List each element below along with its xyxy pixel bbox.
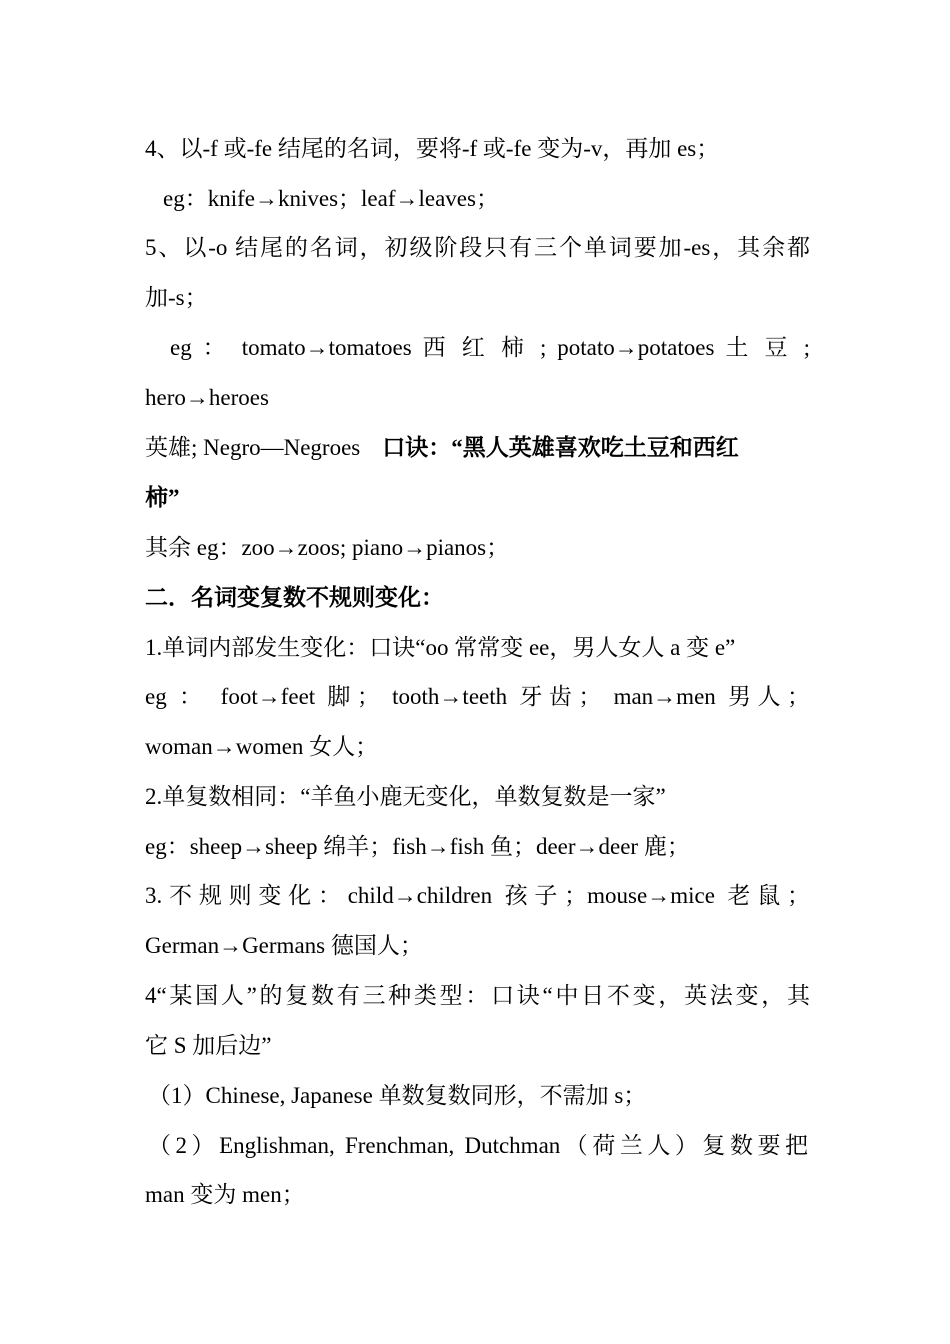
rule-4-nationality: 4“某国人”的复数有三种类型：口诀“中日不变，英法变，其	[145, 983, 810, 1008]
example-negro-mnemonic	[145, 428, 810, 468]
example-foot-tooth-man: eg ： foot→feet 脚； tooth→teeth 牙齿； man→men 男人；	[145, 684, 810, 709]
mnemonic-bold: 口诀：“黑人英雄喜欢吃土豆和西红	[382, 435, 739, 460]
type-2-continued: man 变为 men；	[145, 1182, 305, 1207]
hero-negro-text: 英雄; Negro—Negroes	[145, 435, 361, 460]
rule-5-o-ending: 5、以-o 结尾的名词，初级阶段只有三个单词要加-es，其余都	[145, 235, 810, 260]
rule-1-internal-change: 1.单词内部发生变化：口诀“oo 常常变 ee，男人女人 a 变 e”	[145, 635, 736, 660]
example-others: 其余 eg：zoo→zoos; piano→pianos；	[145, 535, 510, 560]
rule-5-continued: 加-s；	[145, 285, 208, 310]
section-heading-irregular: 二．名词变复数不规则变化：	[145, 585, 444, 610]
rule-2-same-form: 2.单复数相同：“羊鱼小鹿无变化，单数复数是一家”	[145, 784, 666, 809]
type-2-englishman: （2）Englishman, Frenchman, Dutchman（荷兰人）复数要把	[148, 1133, 808, 1158]
example-german: German→Germans 德国人；	[145, 933, 423, 958]
rule-4-continued: 它 S 加后边”	[145, 1033, 272, 1058]
mnemonic-bold-continued: 柿”	[145, 485, 180, 510]
example-woman: woman→women 女人；	[145, 734, 379, 759]
example-knife-leaf: eg：knife→knives；leaf→leaves；	[163, 186, 499, 211]
example-tomato-potato: eg ： tomato→tomatoes 西 红 柿 ; potato→potatoes 土 豆 ;	[170, 335, 810, 360]
type-1-chinese-japanese: （1）Chinese, Japanese 单数复数同形，不需加 s；	[148, 1083, 647, 1108]
rule-4-f-fe: 4、以-f 或-fe 结尾的名词，要将-f 或-fe 变为-v，再加 es；	[145, 136, 720, 161]
rule-3-irregular: 3.不规则变化：child→children 孩子；mouse→mice 老鼠；	[145, 883, 810, 908]
example-hero: hero→heroes	[145, 385, 269, 410]
example-sheep-fish-deer: eg：sheep→sheep 绵羊；fish→fish 鱼；deer→deer 鹿；	[145, 834, 690, 859]
